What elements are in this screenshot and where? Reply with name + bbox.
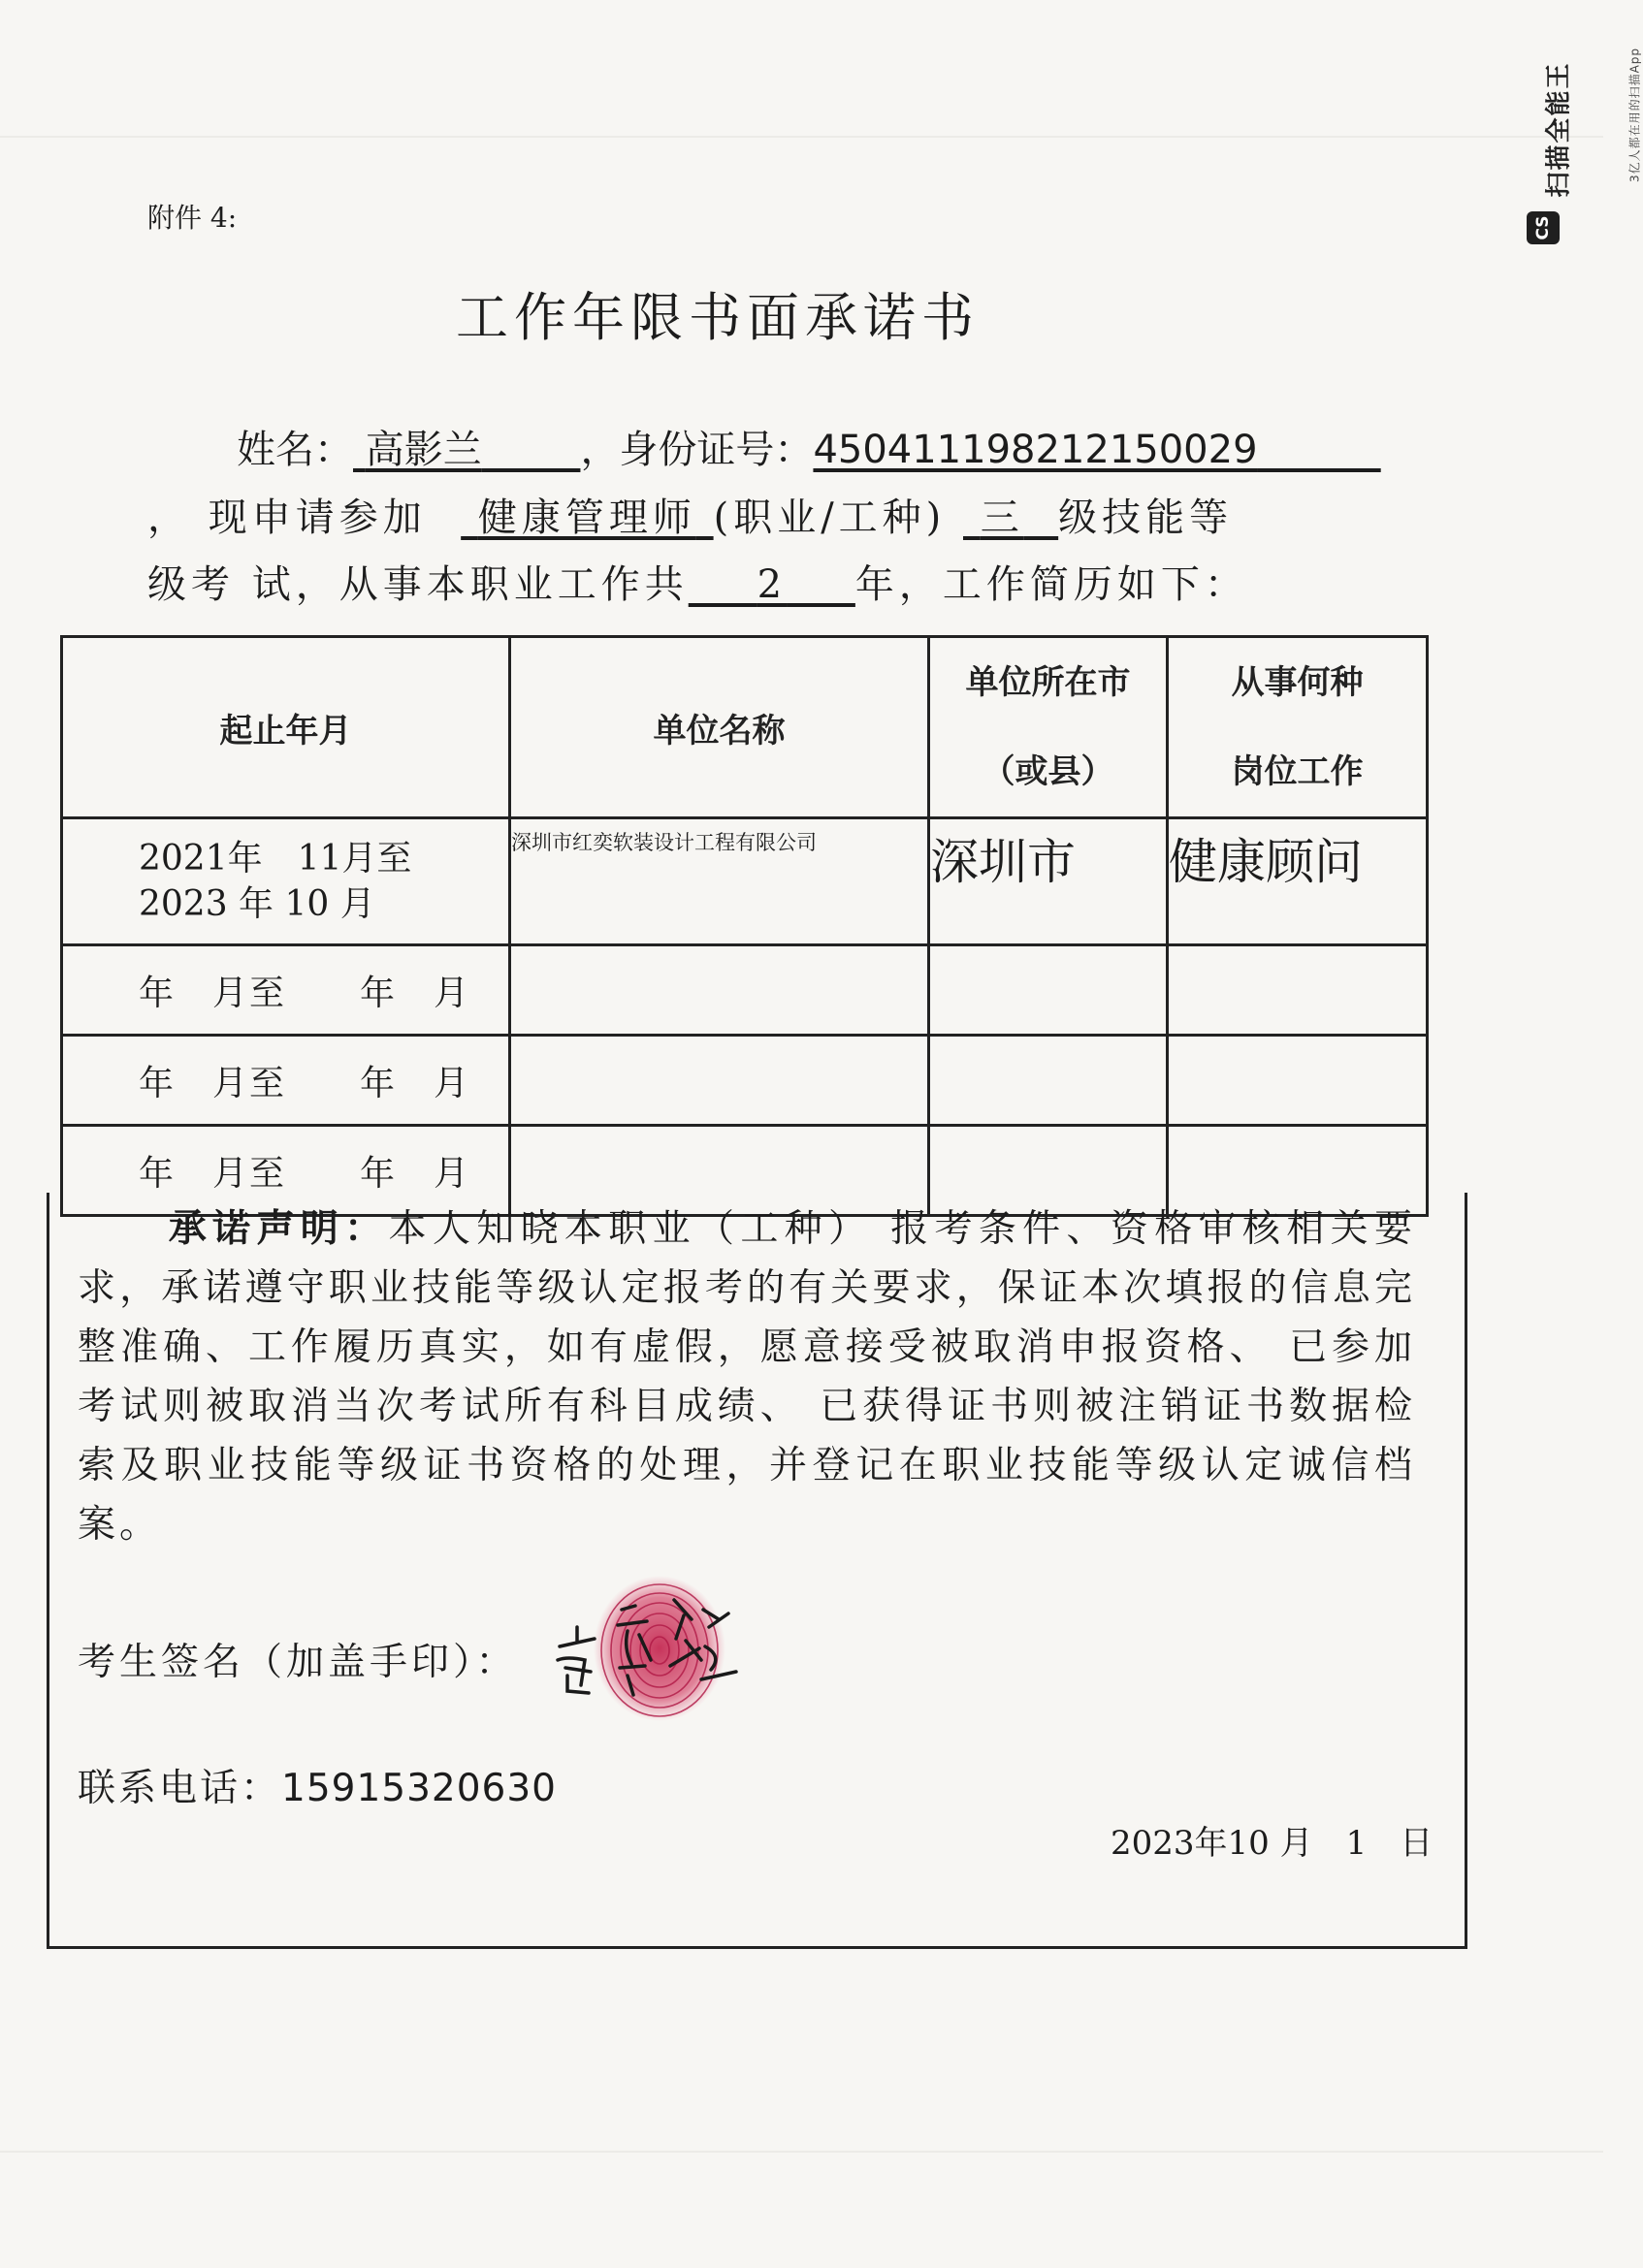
years-of-work: 2	[757, 562, 788, 607]
header-period: 起止年月	[62, 637, 510, 818]
company-cell	[510, 945, 929, 1036]
city-cell	[929, 1036, 1168, 1126]
level-suffix: 级技能等	[1058, 495, 1234, 540]
signature-with-fingerprint	[538, 1571, 761, 1726]
name-label: 姓名：	[237, 428, 353, 472]
contact-phone	[78, 1758, 557, 1812]
watermark-tagline: 3亿人都在用的扫描App	[1627, 47, 1642, 183]
page-title: 工作年限书面承诺书	[456, 287, 980, 348]
skill-level: 三	[980, 495, 1024, 540]
apply-prefix: ， 现申请参加	[147, 495, 427, 540]
table-row	[62, 945, 1428, 1036]
watermark-name: 扫描全能王	[1544, 61, 1574, 198]
post-cell	[1168, 945, 1428, 1036]
id-label: ，身份证号：	[580, 428, 814, 472]
period-cell: 年 月至 年 月	[62, 1036, 510, 1126]
work-history-table	[60, 635, 1429, 1217]
scanner-watermark	[1513, 29, 1642, 240]
header-city: 单位所在市 （或县）	[929, 637, 1168, 818]
city-cell	[929, 945, 1168, 1036]
phone-number: 15915320630	[281, 1767, 557, 1810]
table-row	[62, 818, 1428, 945]
header-company: 单位名称	[510, 637, 929, 818]
line3-prefix: 级考 试，从事本职业工作共	[147, 562, 689, 607]
id-number: 450411198212150029	[813, 428, 1258, 472]
scan-artifact	[0, 2151, 1603, 2153]
pledge-statement	[78, 1199, 1416, 1554]
occupation: 健康管理师	[477, 495, 696, 540]
table-row	[62, 1036, 1428, 1126]
period-cell: 2021年 11月至 2023 年 10 月	[62, 818, 510, 945]
city-cell: 深圳市	[929, 818, 1168, 945]
applicant-line-2	[147, 487, 1233, 542]
company-cell	[510, 1036, 929, 1126]
occupation-suffix: (职业/工种)	[713, 495, 947, 540]
applicant-line-1	[237, 419, 1381, 474]
phone-label: 联系电话：	[78, 1767, 282, 1810]
pledge-text: 本人知晓本职业（工种） 报考条件、资格审核相关要求，承诺遵守职业技能等级认定报考的有关要求，保证本次填报的信息完整准确、工作履历真实，如有虚假，愿意接受被取消申报资格、 已参加考试则被取消当次考试所有科目成绩、 已获得证书则被注销证书数据检索及职业技能等级证书资格的处理，并登记在职业技能等级认定诚信档案。	[78, 1207, 1416, 1547]
period-cell: 年 月至 年 月	[62, 1126, 510, 1216]
post-cell	[1168, 1036, 1428, 1126]
pledge-heading: 承诺声明：	[168, 1207, 389, 1251]
applicant-line-3	[147, 554, 1248, 609]
table-header-row	[62, 637, 1428, 818]
period-cell: 年 月至 年 月	[62, 945, 510, 1036]
signature-label: 考生签名（加盖手印）：	[78, 1641, 518, 1684]
line3-suffix: 年，工作简历如下：	[854, 562, 1248, 607]
frame-left-edge	[60, 635, 63, 1198]
applicant-name: 高影兰	[365, 428, 482, 472]
sign-date: 2023年10 月 1 日	[1111, 1824, 1434, 1863]
company-cell: 深圳市红奕软装设计工程有限公司	[510, 818, 929, 945]
cs-logo-icon: CS	[1527, 211, 1560, 244]
attachment-label: 附件 4:	[147, 202, 238, 234]
header-post: 从事何种 岗位工作	[1168, 637, 1428, 818]
scan-artifact	[0, 136, 1603, 138]
post-cell: 健康顾问	[1168, 818, 1428, 945]
